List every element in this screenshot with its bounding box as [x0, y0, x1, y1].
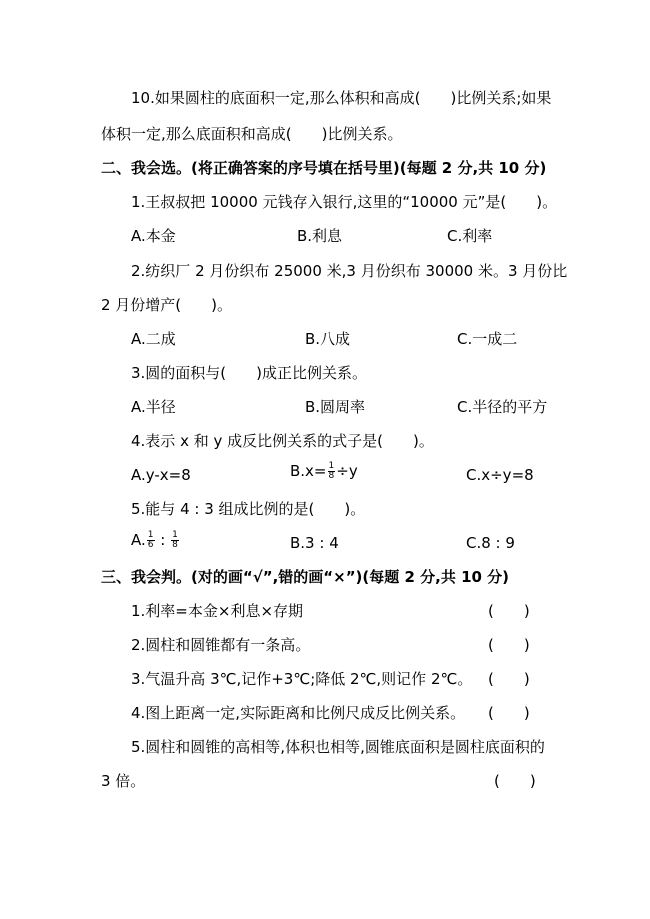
s3-q4: 4.图上距离一定,实际距离和比例尺成反比例关系。	[131, 704, 466, 722]
s2-q5: 5.能与 4 : 3 组成比例的是( )。	[131, 500, 366, 518]
s2-q3-option-a: A.半径	[131, 398, 176, 416]
s2-q4-option-b-prefix: B.x=	[290, 462, 327, 480]
fraction-numerator: 1	[147, 530, 154, 540]
q10-line-2: 体积一定,那么底面积和高成( )比例关系。	[101, 125, 403, 143]
s3-q5-line-2: 3 倍。	[101, 772, 146, 790]
s2-q2-line-1: 2.纺织厂 2 月份织布 25000 米,3 月份织布 30000 米。3 月份比	[131, 262, 568, 280]
s3-q2-answer-paren: ( )	[488, 636, 530, 654]
s2-q4-option-b-suffix: ÷y	[336, 462, 358, 480]
s2-q4-option-b-fraction	[328, 462, 336, 481]
s2-q5-option-b: B.3 : 4	[290, 534, 339, 552]
fraction-denominator: 8	[328, 471, 335, 481]
q10-line-1: 10.如果圆柱的底面积一定,那么体积和高成( )比例关系;如果	[131, 89, 552, 107]
s2-q5-option-a-fraction-2	[171, 531, 179, 550]
s2-q5-option-a	[131, 530, 180, 550]
s2-q2-option-a: A.二成	[131, 330, 176, 348]
s2-q4-option-a: A.y-x=8	[131, 466, 191, 484]
section-3-title: 三、我会判。(对的画“√”,错的画“×”)(每题 2 分,共 10 分)	[101, 568, 510, 586]
s3-q3: 3.气温升高 3℃,记作+3℃;降低 2℃,则记作 2℃。	[131, 670, 473, 688]
s2-q2-line-2: 2 月份增产( )。	[101, 296, 233, 314]
s3-q4-answer-paren: ( )	[488, 704, 530, 722]
s2-q2-option-c: C.一成二	[457, 330, 518, 348]
fraction-numerator: 1	[172, 530, 178, 540]
fraction-denominator: 8	[172, 540, 178, 550]
s2-q1-option-c: C.利率	[447, 227, 493, 245]
s2-q1-option-b: B.利息	[297, 227, 343, 245]
s2-q2-option-b: B.八成	[305, 330, 351, 348]
s2-q3-option-b: B.圆周率	[305, 398, 366, 416]
s3-q1-answer-paren: ( )	[488, 602, 530, 620]
s3-q5-line-1: 5.圆柱和圆锥的高相等,体积也相等,圆锥底面积是圆柱底面积的	[131, 738, 545, 756]
section-2-title: 二、我会选。(将正确答案的序号填在括号里)(每题 2 分,共 10 分)	[101, 159, 547, 177]
s2-q1: 1.王叔叔把 10000 元钱存入银行,这里的“10000 元”是( )。	[131, 193, 558, 211]
s3-q3-answer-paren: ( )	[488, 670, 530, 688]
s2-q1-option-a: A.本金	[131, 227, 176, 245]
s3-q5-answer-paren: ( )	[494, 772, 536, 790]
s3-q2: 2.圆柱和圆锥都有一条高。	[131, 636, 311, 654]
s2-q4-option-c: C.x÷y=8	[466, 466, 534, 484]
s2-q5-option-a-separator: :	[155, 531, 171, 549]
s2-q3: 3.圆的面积与( )成正比例关系。	[131, 364, 368, 382]
s3-q1: 1.利率=本金×利息×存期	[131, 602, 304, 620]
fraction-numerator: 1	[328, 461, 335, 471]
fraction-denominator: 6	[147, 540, 154, 550]
s2-q4-option-b	[290, 461, 358, 481]
s2-q5-option-c: C.8 : 9	[466, 534, 515, 552]
s2-q5-option-a-fraction-1	[147, 531, 155, 550]
s2-q4: 4.表示 x 和 y 成反比例关系的式子是( )。	[131, 432, 434, 450]
s2-q3-option-c: C.半径的平方	[457, 398, 548, 416]
s2-q5-option-a-prefix: A.	[131, 531, 146, 549]
